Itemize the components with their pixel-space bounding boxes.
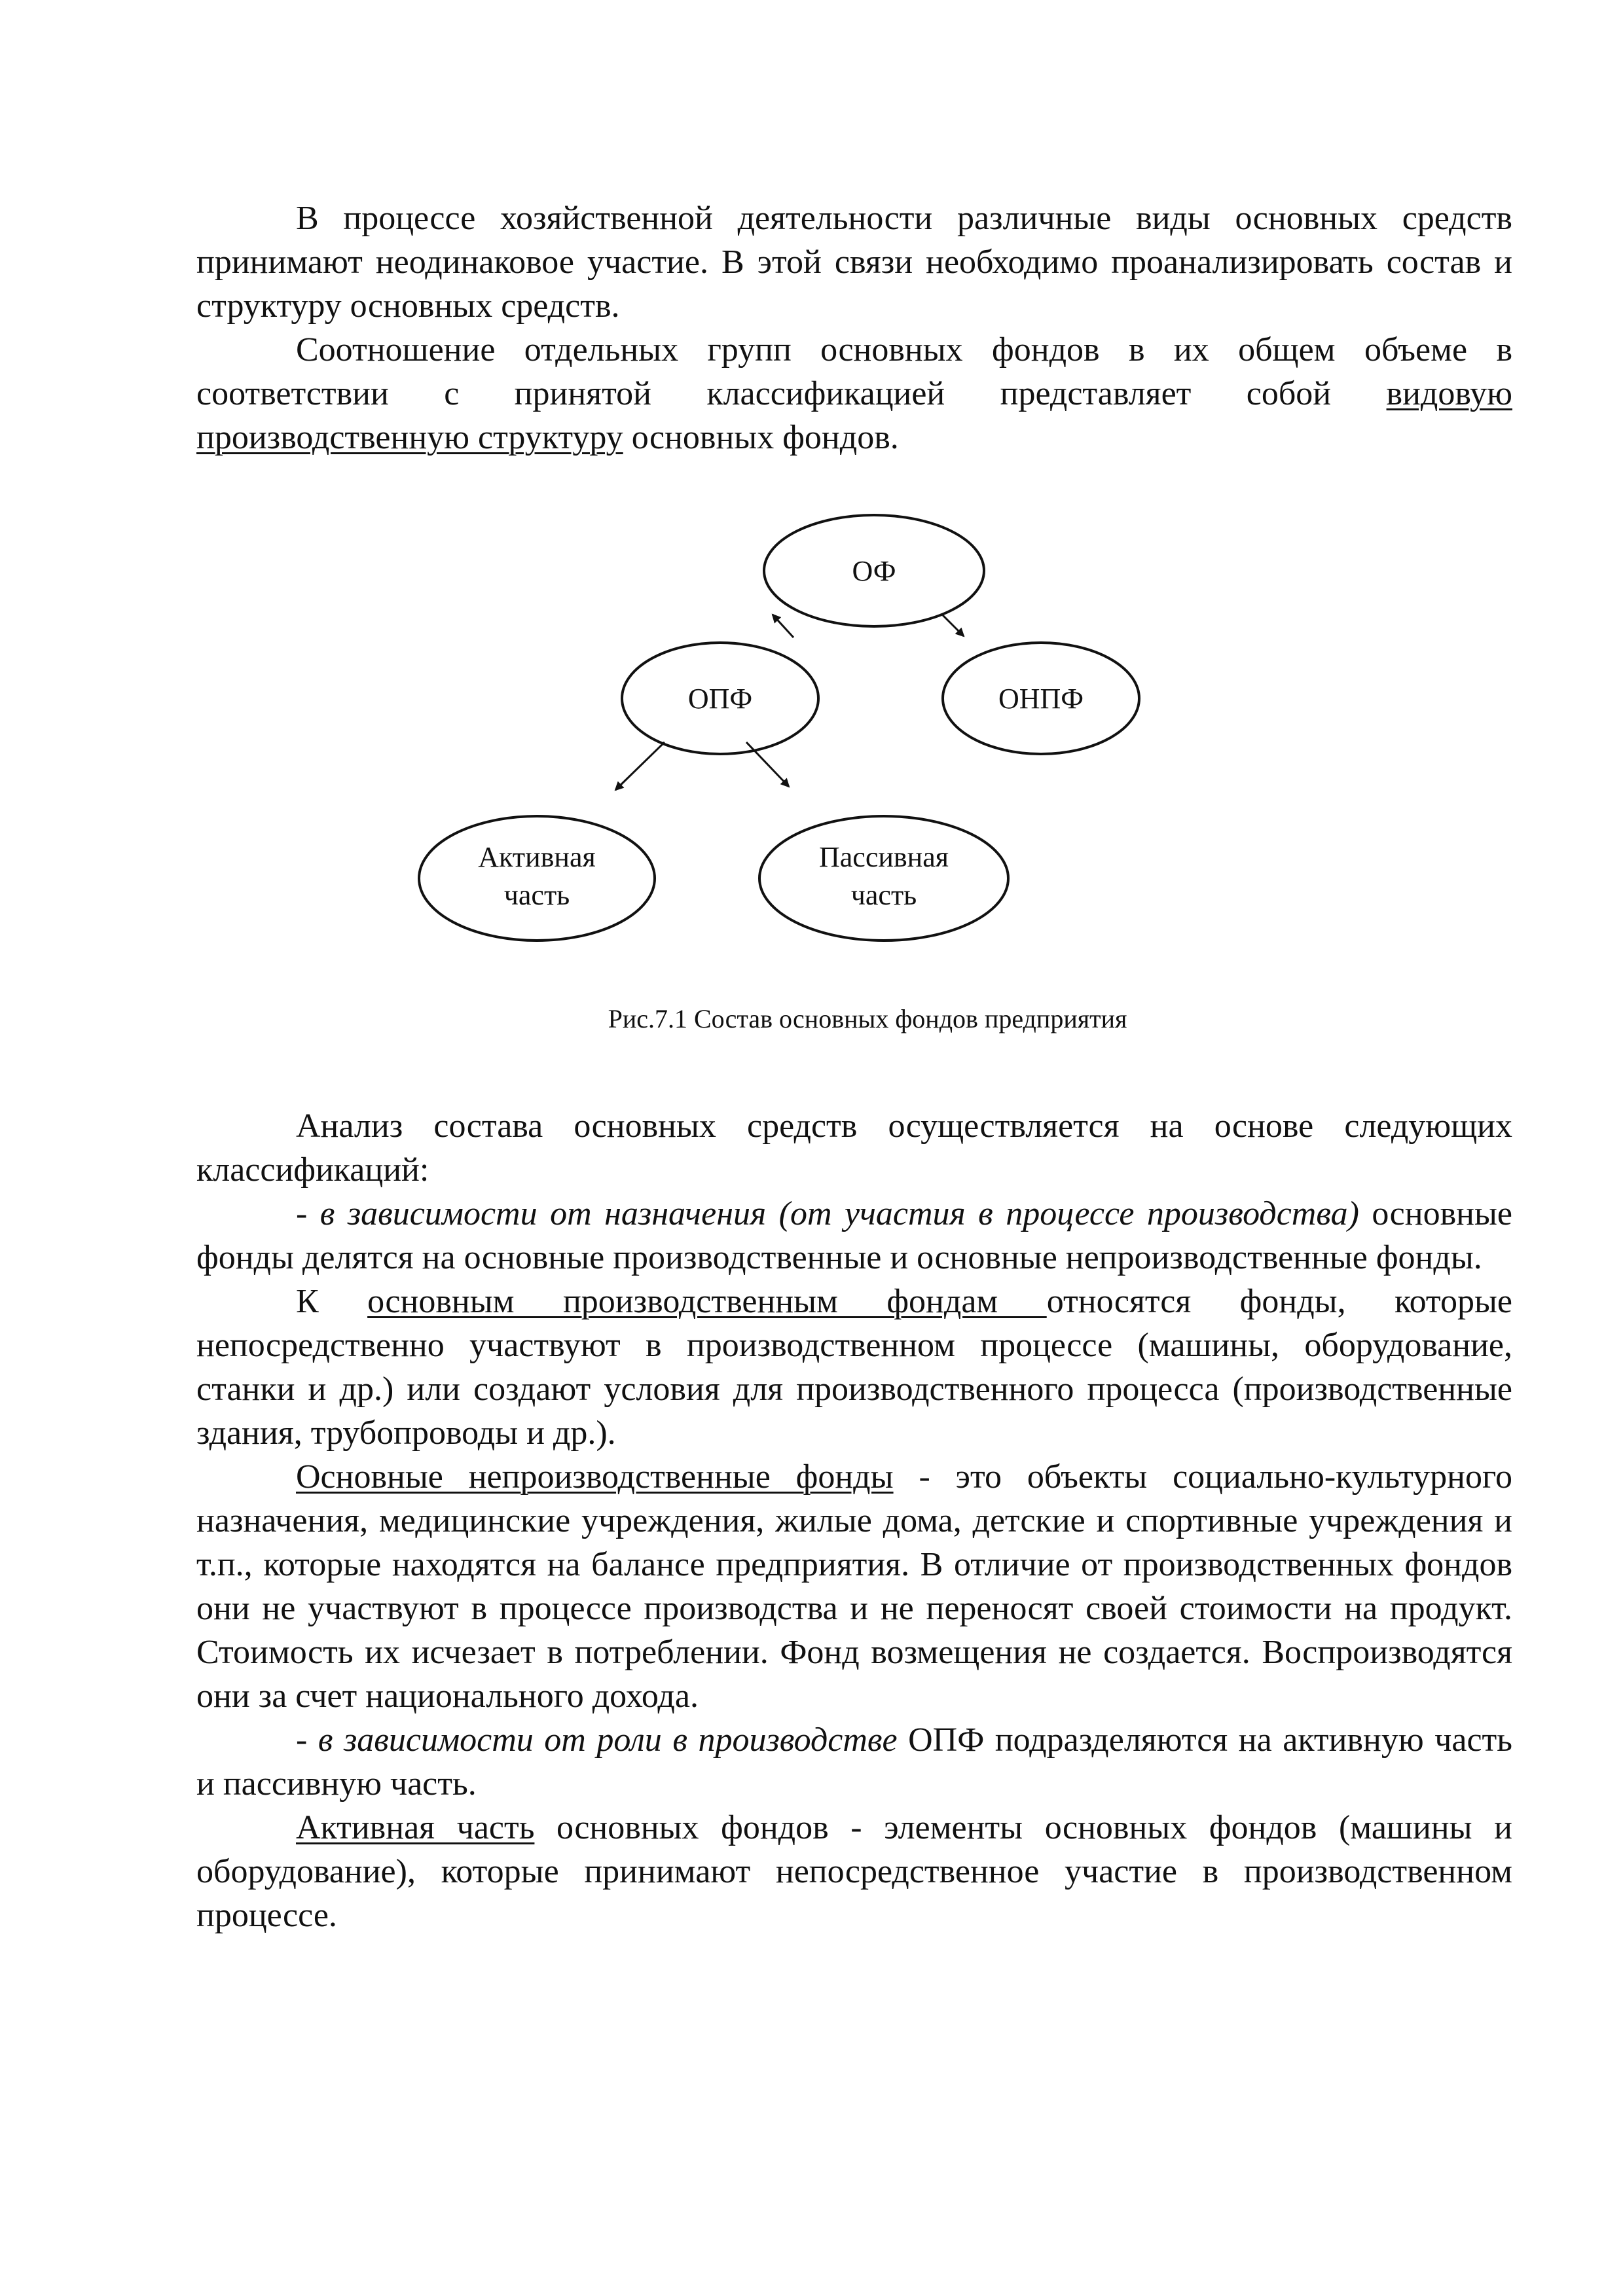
node-active-part-label-line2: часть [503,879,570,911]
paragraph-analysis-text: Анализ состава основных средств осуществляется на основе следующих классификаций: [196,1107,1512,1189]
diagram-svg [196,459,1512,1003]
paragraph-production-funds-b: относятся фонды, которые непосредственно участвуют в производственном процессе (машины, оборудование, станки и др.) или создают условия для производственного процесса (производственные здания, трубопроводы и др.). [196,1283,1512,1452]
caption-spacer [196,1035,1512,1104]
figure-caption: Рис.7.1 Состав основных фондов предприятия [608,1004,1127,1033]
paragraph-by-role-text: ОПФ подразделяются на активную часть и пассивную часть. [196,1721,1512,1803]
paragraph-structure-text-a: Соотношение отдельных групп основных фондов в их общем объеме в соответствии с принятой классификацией представляет собой [196,331,1512,412]
paragraph-by-purpose [196,1192,1512,1280]
arrow-of-to-onpf [943,615,964,636]
node-passive-part-ellipse [759,816,1008,941]
paragraph-nonproduction-funds-underlined: Основные непроизводственные фонды [296,1458,894,1496]
paragraph-by-role-italic: в зависимости от роли в производстве [318,1721,898,1759]
arrow-opf-to-active [615,742,665,790]
paragraph-nonproduction-funds-text: - это объекты социально-культурного назначения, медицинские учреждения, жилые дома, детские и спортивные учреждения и т.п., которые находятся на балансе предприятия. В отличие от производственных фондов они не участвуют в процессе производства и не переносят своей стоимости на продукт. Стоимость их исчезает в потреблении. Фонд возмещения не создается. Воспроизводятся они за счет национального дохода. [196,1458,1512,1715]
funds-composition-diagram [196,459,1512,1003]
paragraph-intro-text: В процессе хозяйственной деятельности различные виды основных средств принимают неодинаковое участие. В этой связи необходимо проанализировать состав и структуру основных средств. [196,200,1512,325]
paragraph-by-purpose-dash: - [296,1195,320,1232]
paragraph-active-part [196,1806,1512,1937]
paragraph-active-part-underlined: Активная часть [296,1809,535,1846]
paragraph-nonproduction-funds [196,1455,1512,1718]
paragraph-by-purpose-text: основные фонды делятся на основные производственные и основные непроизводственные фонды. [196,1195,1512,1276]
node-active-part-ellipse [419,816,655,941]
node-active-part-label-line1: Активная [478,841,596,873]
paragraph-production-funds-a: К [296,1283,368,1320]
paragraph-by-role [196,1718,1512,1806]
paragraph-structure-underlined: видовую производственную структуру [196,375,1512,456]
document-page [196,196,1512,1937]
node-of-label: ОФ [852,555,896,587]
paragraph-structure-text-b: основных фондов. [623,419,899,456]
node-opf-label: ОПФ [687,683,753,715]
node-passive-part-label-line2: часть [850,879,917,911]
node-onpf-label: ОНПФ [998,683,1084,715]
paragraph-by-role-dash: - [296,1721,318,1759]
paragraph-active-part-text: основных фондов - элементы основных фондов (машины и оборудование), которые принимают непосредственное участие в производственном процессе. [196,1809,1512,1934]
paragraph-by-purpose-italic: в зависимости от назначения (от участия в процессе производства) [319,1195,1359,1232]
paragraph-intro [196,196,1512,328]
arrow-of-to-opf [773,615,793,637]
paragraph-production-funds-underlined: основным производственным фондам [367,1283,1047,1320]
paragraph-analysis [196,1104,1512,1192]
paragraph-structure [196,328,1512,459]
paragraph-production-funds [196,1280,1512,1455]
node-passive-part-label-line1: Пассивная [819,841,949,873]
arrow-opf-to-passive [746,742,789,787]
